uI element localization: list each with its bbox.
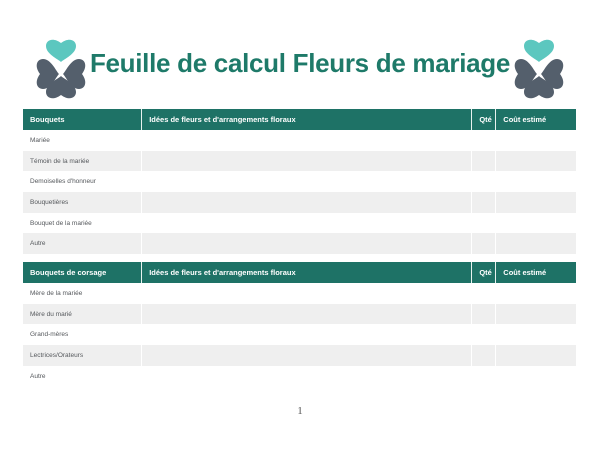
cost-cell[interactable] xyxy=(496,324,576,345)
column-header-corsages: Bouquets de corsage xyxy=(23,262,142,283)
cost-cell[interactable] xyxy=(496,192,576,213)
table-row xyxy=(23,151,576,172)
quantity-cell[interactable] xyxy=(472,213,496,234)
table-row xyxy=(23,366,576,387)
cost-cell[interactable] xyxy=(496,366,576,387)
table-row xyxy=(23,192,576,213)
ideas-cell[interactable] xyxy=(142,283,472,304)
column-header-bouquets: Bouquets xyxy=(23,109,142,130)
bouquets-table xyxy=(23,109,576,254)
table-row xyxy=(23,345,576,366)
row-label: Grand-mères xyxy=(30,331,69,339)
ideas-cell[interactable] xyxy=(142,130,472,151)
table-row xyxy=(23,233,576,254)
quantity-cell[interactable] xyxy=(472,192,496,213)
table-row xyxy=(23,130,576,151)
quantity-cell[interactable] xyxy=(472,130,496,151)
table-header-row xyxy=(23,109,576,130)
column-header-quantity: Qté xyxy=(472,109,496,130)
ideas-cell[interactable] xyxy=(142,213,472,234)
table-row xyxy=(23,324,576,345)
ideas-cell[interactable] xyxy=(142,366,472,387)
row-label: Mère du marié xyxy=(23,304,142,325)
column-header-ideas: Idées de fleurs et d'arrangements floraux xyxy=(142,109,472,130)
ideas-cell[interactable] xyxy=(142,151,472,172)
column-header-quantity: Qté xyxy=(472,262,496,283)
cost-cell[interactable] xyxy=(496,345,576,366)
row-label: Lectrices/Orateurs xyxy=(23,345,142,366)
table-row xyxy=(23,283,576,304)
column-header-cost: Coût estimé xyxy=(496,262,576,283)
row-label: Demoiselles d'honneur xyxy=(30,178,96,186)
row-label: Mariée xyxy=(30,136,50,144)
ideas-cell[interactable] xyxy=(142,233,472,254)
row-label: Témoin de la mariée xyxy=(23,151,142,172)
quantity-cell[interactable] xyxy=(472,233,496,254)
row-label: Mère de la mariée xyxy=(30,289,83,297)
column-header-ideas: Idées de fleurs et d'arrangements floraux xyxy=(142,262,472,283)
ideas-cell[interactable] xyxy=(142,192,472,213)
ideas-cell[interactable] xyxy=(142,345,472,366)
table-row xyxy=(23,304,576,325)
ideas-cell[interactable] xyxy=(142,324,472,345)
quantity-cell[interactable] xyxy=(472,304,496,325)
page-number: 1 xyxy=(297,405,303,417)
row-label: Autre xyxy=(30,372,46,380)
row-label: Autre xyxy=(23,233,142,254)
table-row xyxy=(23,213,576,234)
cost-cell[interactable] xyxy=(496,304,576,325)
quantity-cell[interactable] xyxy=(472,324,496,345)
table-header-row xyxy=(23,262,576,283)
cost-cell[interactable] xyxy=(496,233,576,254)
row-label: Bouquet de la mariée xyxy=(30,219,92,227)
cost-cell[interactable] xyxy=(496,151,576,172)
cost-cell[interactable] xyxy=(496,130,576,151)
row-label: Bouquetières xyxy=(23,192,142,213)
quantity-cell[interactable] xyxy=(472,151,496,172)
quantity-cell[interactable] xyxy=(472,366,496,387)
cost-cell[interactable] xyxy=(496,283,576,304)
ideas-cell[interactable] xyxy=(142,171,472,192)
cost-cell[interactable] xyxy=(496,171,576,192)
quantity-cell[interactable] xyxy=(472,283,496,304)
table-row xyxy=(23,171,576,192)
quantity-cell[interactable] xyxy=(472,345,496,366)
cost-cell[interactable] xyxy=(496,213,576,234)
page-title: Feuille de calcul Fleurs de mariage xyxy=(89,48,511,78)
corsage-table xyxy=(23,262,576,386)
quantity-cell[interactable] xyxy=(472,171,496,192)
column-header-cost: Coût estimé xyxy=(496,109,576,130)
ideas-cell[interactable] xyxy=(142,304,472,325)
